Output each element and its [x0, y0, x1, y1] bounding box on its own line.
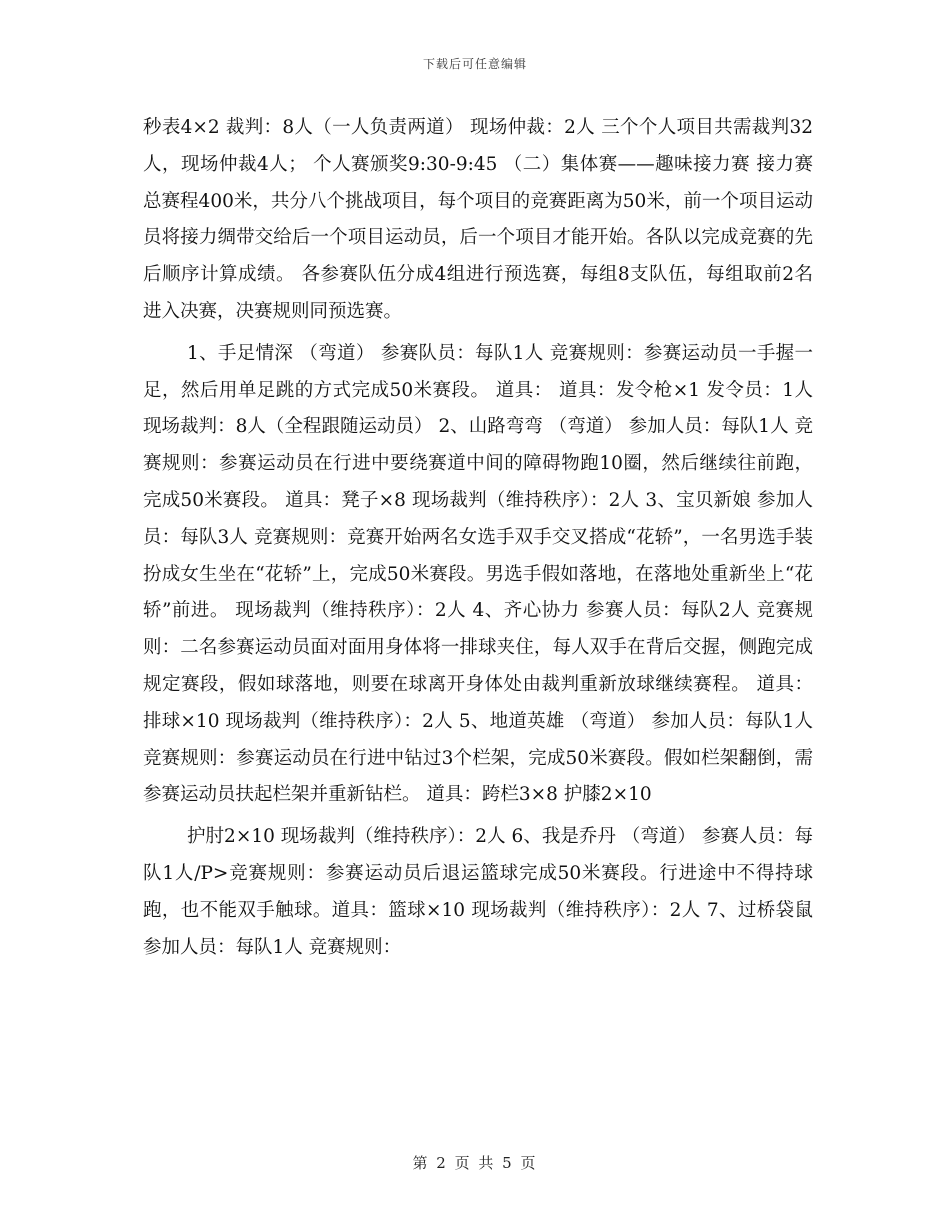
body-paragraph-2: 1、手足情深 （弯道） 参赛队员：每队1人 竞赛规则：参赛运动员一手握一足，然后用单足跳的方式完成50米赛段。 道具： 道具：发令枪×1 发令员：1人 现场裁判：8人（全程跟随运动员） 2、山路弯弯 （弯道） 参加人员：每队1人 竞赛规则：参赛运动员在行进中要绕赛道中间的障碍物跑10圈，然后继续往前跑，完成50米赛段。 道具：凳子×8 现场裁判（维持秩序）：2人 3、宝贝新娘 参加人员：每队3人 竞赛规则：竞赛开始两名女选手双手交叉搭成“花轿”，一名男选手装扮成女生坐在“花轿”上，完成50米赛段。男选手假如落地，在落地处重新坐上“花轿”前进。 现场裁判（维持秩序）：2人 4、齐心协力 参赛人员：每队2人 竞赛规则：二名参赛运动员面对面用身体将一排球夹住，每人双手在背后交握，侧跑完成规定赛段，假如球落地，则要在球离开身体处由裁判重新放球继续赛程。 道具：排球×10 现场裁判（维持秩序）：2人 5、地道英雄 （弯道） 参加人员：每队1人 竞赛规则：参赛运动员在行进中钻过3个栏架，完成50米赛段。假如栏架翻倒，需参赛运动员扶起栏架并重新钻栏。 道具：跨栏3×8 护膝2×10	[143, 342, 813, 806]
page-header: 下载后可任意编辑	[422, 57, 527, 71]
document-body	[143, 110, 813, 971]
body-paragraph-1: 秒表4×2 裁判：8人（一人负责两道） 现场仲裁：2人 三个个人项目共需裁判32人，现场仲裁4人； 个人赛颁奖9:30-9:45 （二）集体赛——趣味接力赛 接力赛总赛程400米，共分八个挑战项目，每个项目的竞赛距离为50米，前一个项目运动员将接力绸带交给后一个项目运动员，后一个项目才能开始。各队以完成竞赛的先后顺序计算成绩。 各参赛队伍分成4组进行预选赛，每组8支队伍，每组取前2名进入决赛，决赛规则同预选赛。	[143, 117, 813, 322]
page-number-footer: 第 2 页 共 5 页	[412, 1154, 538, 1172]
body-paragraph-3: 护肘2×10 现场裁判（维持秩序）：2人 6、我是乔丹 （弯道） 参赛人员：每队1人/P>竞赛规则：参赛运动员后退运篮球完成50米赛段。行进途中不得持球跑，也不能双手触球。道具：篮球×10 现场裁判（维持秩序）：2人 7、过桥袋鼠 参加人员：每队1人 竞赛规则：	[143, 826, 813, 958]
